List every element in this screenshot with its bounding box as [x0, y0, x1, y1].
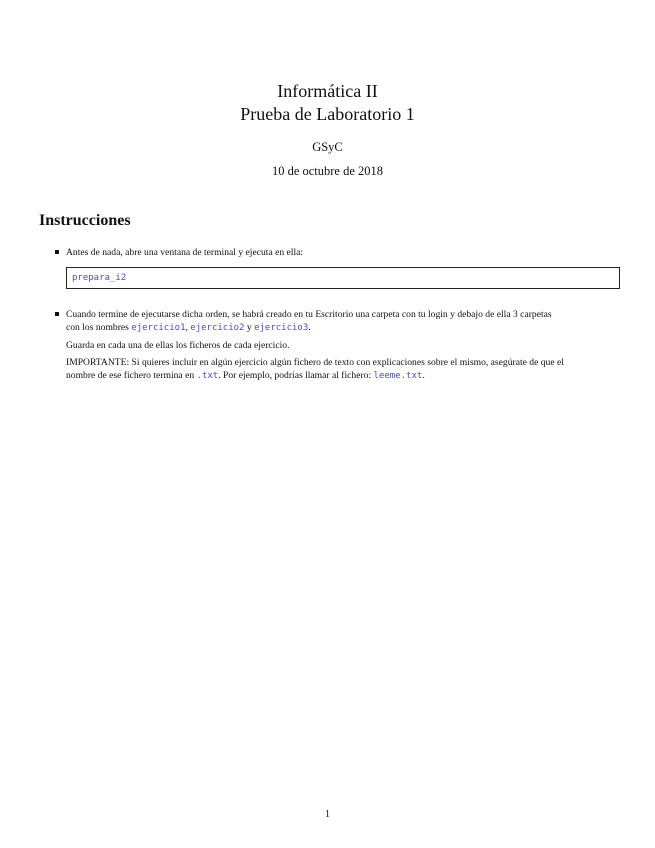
date: 10 de octubre de 2018 — [271, 164, 384, 178]
folder-name: ejercicio3 — [254, 323, 309, 333]
page-number: 1 — [325, 809, 330, 820]
example-filename: leeme.txt — [373, 371, 423, 381]
list-item — [54, 308, 617, 383]
instructions-list — [54, 246, 617, 385]
instruction-text: Guarda en cada una de ellas los ficheros de cada ejercicio. — [66, 340, 290, 351]
important-note: IMPORTANTE: Si quieres incluir en algún ejercicio algún fichero de texto con explicaciones sobre el mismo, asegúrate de que el nombre de ese fichero termina en .txt. Por ejemplo, podrías llamar al fichero: leeme.txt. — [66, 357, 564, 381]
author: GSyC — [312, 140, 343, 154]
bullet-icon — [55, 250, 59, 254]
bullet-icon — [55, 312, 59, 316]
command-code: prepara_i2 — [72, 273, 127, 283]
document-title: Informática II — [277, 81, 378, 101]
code-block — [66, 267, 620, 289]
instruction-text: Cuando termine de ejecutarse dicha orden, se habrá creado en tu Escritorio una carpeta con tu login y debajo de ella 3 carpetas con los nombres ejercicio1, ejercicio2 y ejercicio3. — [66, 309, 552, 333]
instruction-text: Antes de nada, abre una ventana de terminal y ejecuta en ella: — [66, 247, 304, 258]
folder-name: ejercicio2 — [190, 323, 245, 333]
list-item — [54, 246, 617, 289]
section-heading: Instrucciones — [39, 212, 131, 229]
document-subtitle: Prueba de Laboratorio 1 — [240, 104, 415, 124]
folder-name: ejercicio1 — [131, 323, 186, 333]
file-extension: .txt — [196, 371, 219, 381]
